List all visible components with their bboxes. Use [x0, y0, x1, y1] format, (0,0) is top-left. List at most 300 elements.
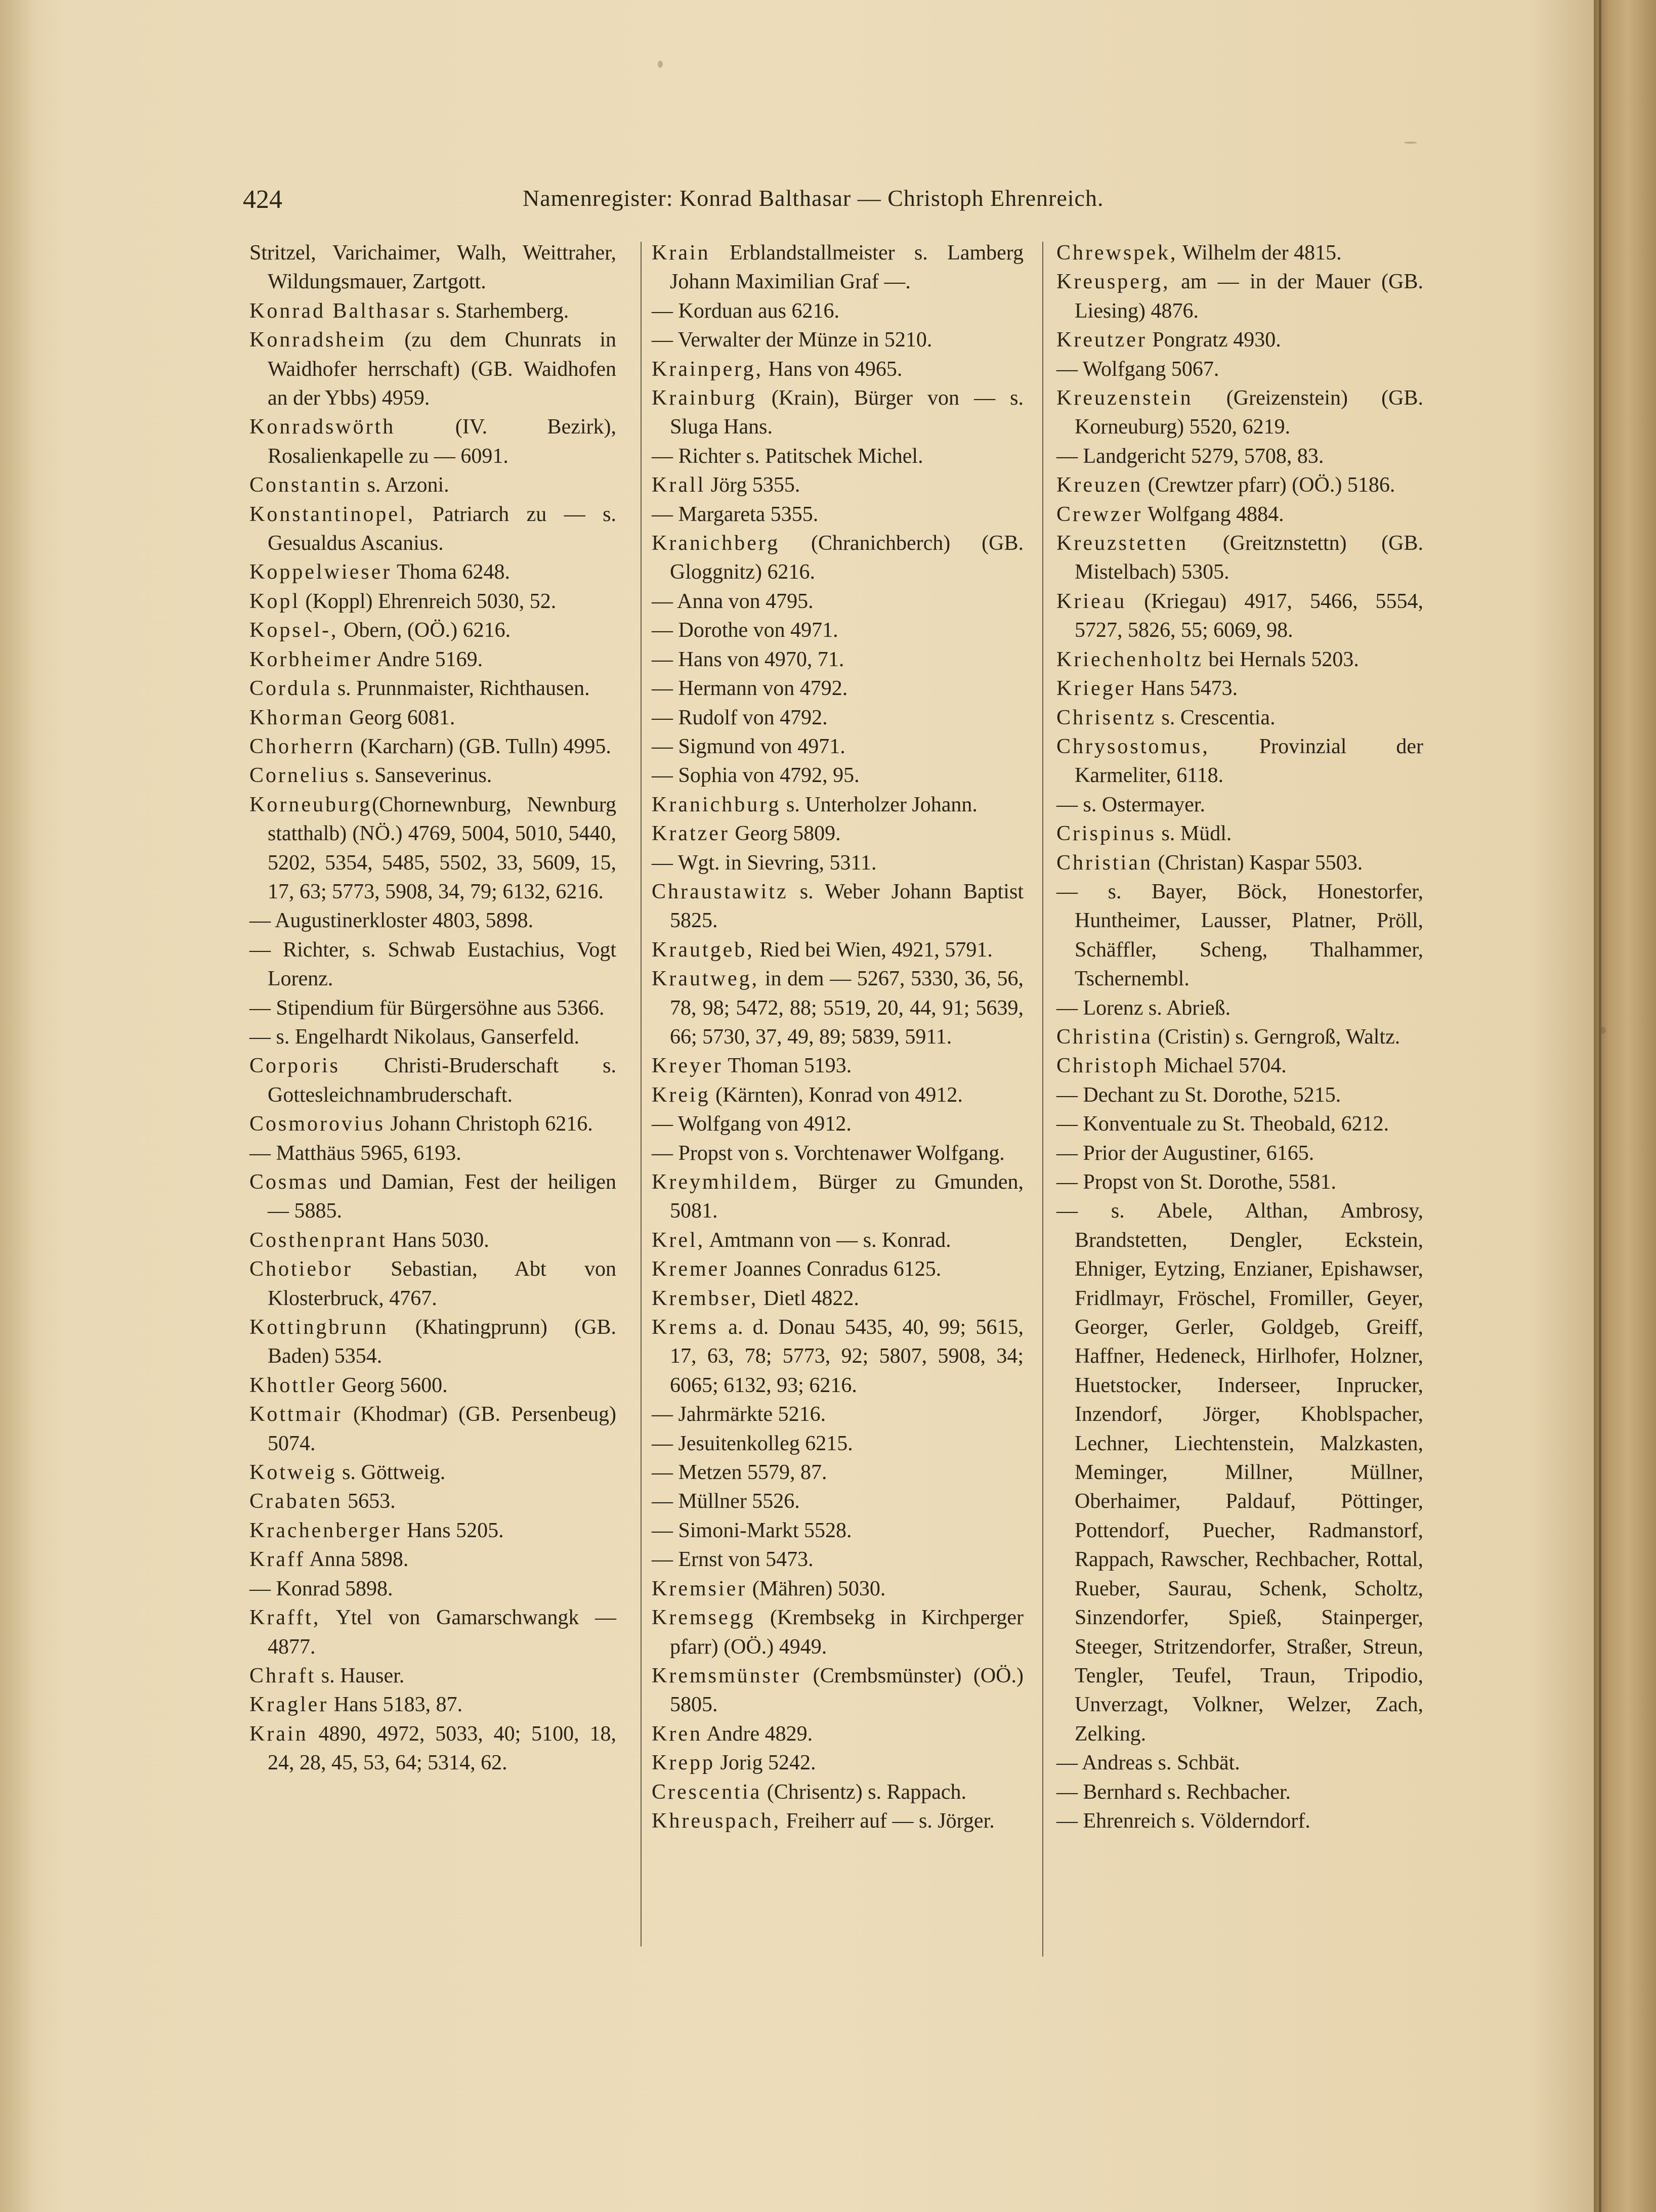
index-entry — [652, 500, 1024, 529]
entry-text: (Cristin) s. Gerngroß, Waltz. — [1153, 1025, 1400, 1049]
entry-headword: Krepp — [652, 1751, 715, 1775]
index-entry — [249, 326, 616, 413]
page-number: 424 — [243, 185, 282, 214]
index-column-3 — [1056, 239, 1423, 1836]
entry-text: — Rudolf von 4792. — [652, 706, 828, 729]
entry-text: (IV. Bezirk), Rosalienkapelle zu — 6091. — [268, 415, 616, 468]
entry-text: (Christan) Kaspar 5503. — [1153, 851, 1363, 875]
entry-headword: Krafft, — [249, 1606, 321, 1630]
entry-text: — Hermann von 4792. — [652, 677, 848, 701]
entry-headword: Kreyer — [652, 1054, 723, 1078]
entry-headword: Konradswörth — [249, 415, 396, 439]
entry-headword: Krain — [652, 241, 710, 265]
entry-headword: Kopl — [249, 589, 300, 613]
entry-text: — Richter, s. Schwab Eustachius, Vogt Lorenz. — [249, 938, 616, 991]
index-entry — [652, 791, 1024, 819]
entry-headword: Cosmorovius — [249, 1112, 386, 1136]
entry-headword: Krautweg, — [652, 967, 759, 991]
index-entry — [652, 1255, 1024, 1284]
entry-text: — Verwalter der Münze in 5210. — [652, 328, 932, 352]
entry-headword: Crabaten — [249, 1490, 343, 1513]
index-entry — [652, 616, 1024, 645]
index-entry — [652, 1052, 1024, 1080]
entry-headword: Konradsheim — [249, 328, 387, 352]
entry-text: in dem — 5267, 5330, 36, 56, 78, 98; 5472, 88; 5519, 20, 44, 91; 5639, 66; 5730, 37, 49, 89; 5839, 5911. — [670, 967, 1024, 1049]
entry-text: Jörg 5355. — [705, 473, 800, 497]
index-entry — [652, 1662, 1024, 1720]
index-entry — [249, 1110, 616, 1139]
entry-text: s. Weber Johann Baptist 5825. — [670, 880, 1024, 933]
entry-text: Wilhelm der 4815. — [1177, 241, 1342, 265]
entry-text: — Lorenz s. Abrieß. — [1056, 996, 1231, 1020]
index-entry — [652, 1110, 1024, 1139]
index-entry — [1056, 994, 1423, 1023]
index-entry — [249, 471, 616, 500]
index-entry — [1056, 529, 1423, 587]
index-entry — [652, 732, 1024, 761]
entry-text: Andre 4829. — [702, 1722, 813, 1746]
entry-headword: Kragler — [249, 1693, 329, 1717]
entry-text: — s. Bayer, Böck, Honestorfer, Huntheimer, Lausser, Platner, Pröll, Schäffler, Scheng, Thalhammer, Tschernembl. — [1056, 880, 1423, 991]
entry-text: — Konventuale zu St. Theobald, 6212. — [1056, 1112, 1389, 1136]
entry-text: Johann Christoph 6216. — [385, 1112, 593, 1136]
index-entry — [652, 1226, 1024, 1255]
index-entry — [1056, 500, 1423, 529]
entry-text: Ytel von Gamarschwangk — 4877. — [268, 1606, 616, 1659]
entry-headword: Kreuzenstein — [1056, 386, 1193, 410]
entry-text: (Khatingprunn) (GB. Baden) 5354. — [268, 1316, 616, 1368]
entry-headword: Konstantinopel, — [249, 502, 415, 526]
running-title: Namenregister: Konrad Balthasar — Christoph Ehrenreich. — [523, 185, 1104, 211]
entry-headword: Krainburg — [652, 386, 757, 410]
entry-headword: Krainperg, — [652, 357, 763, 381]
index-entry — [652, 1458, 1024, 1487]
entry-text: (Chranichberch) (GB. Gloggnitz) 6216. — [670, 532, 1024, 584]
entry-text: (zu dem Chunrats in Waidhofer herrschaft) (GB. Waidhofen an der Ybbs) 4959. — [268, 328, 616, 410]
entry-text: (Kriegau) 4917, 5466, 5554, 5727, 5826, 55; 6069, 98. — [1075, 589, 1423, 642]
entry-text: — Bernhard s. Rechbacher. — [1056, 1780, 1291, 1804]
entry-text: Bürger zu Gmunden, 5081. — [670, 1170, 1024, 1223]
index-entry — [652, 1168, 1024, 1226]
index-entry — [1056, 878, 1423, 994]
entry-text: — Metzen 5579, 87. — [652, 1461, 827, 1485]
column-separator — [641, 242, 642, 1946]
index-entry — [249, 906, 616, 935]
index-entry — [249, 587, 616, 616]
entry-headword: Chrisentz — [1056, 706, 1156, 729]
entry-text: — Jesuitenkolleg 6215. — [652, 1432, 853, 1455]
entry-headword: Kren — [652, 1722, 702, 1746]
index-entry — [249, 1168, 616, 1226]
index-entry — [249, 645, 616, 674]
entry-text: Hans 5473. — [1135, 677, 1238, 701]
entry-text: Thoma 6248. — [392, 560, 510, 584]
entry-text: Georg 5809. — [729, 822, 841, 846]
entry-text: Wolfgang 4884. — [1142, 502, 1284, 526]
index-entry — [249, 558, 616, 587]
entry-text: (Crewtzer pfarr) (OÖ.) 5186. — [1142, 473, 1395, 497]
entry-text: s. Göttweig. — [336, 1461, 446, 1485]
index-entry — [249, 1458, 616, 1487]
index-entry — [652, 529, 1024, 587]
index-entry — [1056, 1052, 1423, 1080]
index-entry — [249, 1720, 616, 1778]
page-edge-shadow — [0, 0, 35, 2212]
index-entry — [652, 1749, 1024, 1777]
entry-headword: Kreig — [652, 1083, 710, 1107]
entry-text: s. Müdl. — [1156, 822, 1232, 846]
paper-mark — [1404, 142, 1417, 144]
index-entry — [652, 326, 1024, 355]
index-entry — [1056, 819, 1423, 848]
entry-headword: Kopsel-, — [249, 619, 338, 642]
entry-text: — Simoni-Markt 5528. — [652, 1519, 852, 1542]
entry-text: 4890, 4972, 5033, 40; 5100, 18, 24, 28, 45, 53, 64; 5314, 62. — [268, 1722, 616, 1775]
index-entry — [652, 471, 1024, 500]
entry-text: Sebastian, Abt von Klosterbruck, 4767. — [268, 1257, 616, 1310]
index-entry — [1056, 1139, 1423, 1168]
index-entry — [249, 1487, 616, 1516]
entry-text: s. Hauser. — [316, 1664, 405, 1687]
entry-text: (Greitznstettn) (GB. Mistelbach) 5305. — [1075, 532, 1423, 584]
entry-text: Christi-Bruderschaft s. Gottesleichnambruderschaft. — [268, 1054, 616, 1107]
index-entry — [249, 994, 616, 1023]
index-entry — [249, 936, 616, 994]
entry-headword: Krems — [652, 1316, 718, 1339]
index-entry — [652, 587, 1024, 616]
index-entry — [652, 645, 1024, 674]
entry-headword: Krembser, — [652, 1286, 758, 1310]
entry-headword: Chorherrn — [249, 734, 355, 758]
entry-text: — Wolfgang 5067. — [1056, 357, 1219, 381]
entry-headword: Kranichburg — [652, 793, 781, 816]
index-entry — [652, 355, 1024, 384]
entry-text: s. Crescentia. — [1156, 706, 1276, 729]
entry-text: — Landgericht 5279, 5708, 83. — [1056, 444, 1324, 468]
entry-headword: Chrewspek, — [1056, 241, 1178, 265]
gutter-spot — [1599, 1027, 1606, 1034]
entry-text: — Propst von St. Dorothe, 5581. — [1056, 1170, 1337, 1194]
entry-text: (Karcharn) (GB. Tulln) 4995. — [355, 734, 611, 758]
index-entry — [652, 1545, 1024, 1574]
entry-text: — Müllner 5526. — [652, 1490, 800, 1513]
column-separator — [1042, 242, 1043, 1957]
entry-headword: Khottler — [249, 1373, 336, 1397]
entry-text: — Propst von s. Vorchtenawer Wolfgang. — [652, 1141, 1005, 1165]
entry-text: Freiherr auf — s. Jörger. — [781, 1809, 995, 1833]
entry-text: Amtmann von — s. Konrad. — [705, 1228, 951, 1252]
index-entry — [652, 1778, 1024, 1807]
index-entry — [249, 732, 616, 761]
index-entry — [652, 442, 1024, 471]
index-entry — [652, 1400, 1024, 1429]
entry-headword: Cosmas — [249, 1170, 329, 1194]
entry-headword: Kreymhildem, — [652, 1170, 799, 1194]
entry-headword: Chraft — [249, 1664, 316, 1687]
entry-text: Jorig 5242. — [714, 1751, 816, 1775]
entry-text: — Margareta 5355. — [652, 502, 819, 526]
entry-text: — Dorothe von 4971. — [652, 619, 838, 642]
entry-headword: Kremer — [652, 1257, 729, 1281]
entry-text: Joannes Conradus 6125. — [729, 1257, 942, 1281]
entry-headword: Khorman — [249, 706, 344, 729]
entry-text: s. Unterholzer Johann. — [781, 793, 978, 816]
entry-text: Patriarch zu — s. Gesualdus Ascanius. — [268, 502, 616, 555]
index-entry — [249, 1226, 616, 1255]
index-entry — [652, 1603, 1024, 1662]
entry-headword: Costhenprant — [249, 1228, 387, 1252]
index-entry — [652, 297, 1024, 326]
entry-headword: Crewzer — [1056, 502, 1143, 526]
entry-text: a. d. Donau 5435, 40, 99; 5615, 17, 63, 78; 5773, 92; 5807, 5908, 34; 6065; 6132, 93; 6216. — [670, 1316, 1024, 1397]
index-entry — [652, 1429, 1024, 1458]
index-entry — [652, 878, 1024, 936]
entry-text: — Ehrenreich s. Völderndorf. — [1056, 1809, 1310, 1833]
entry-headword: Kotweig — [249, 1461, 337, 1485]
entry-text: s. Arzoni. — [362, 473, 449, 497]
index-entry — [652, 384, 1024, 442]
entry-text: (Mähren) 5030. — [747, 1577, 886, 1600]
index-entry — [1056, 1110, 1423, 1139]
index-entry — [652, 1487, 1024, 1516]
entry-headword: Chrysostomus, — [1056, 734, 1210, 758]
index-entry — [1056, 1778, 1423, 1807]
index-entry — [249, 1516, 616, 1545]
entry-headword: Kranichberg — [652, 532, 780, 555]
index-entry — [652, 1081, 1024, 1110]
index-entry — [1056, 849, 1423, 878]
entry-text: (Kärnten), Konrad von 4912. — [710, 1083, 963, 1107]
index-entry — [652, 849, 1024, 878]
index-entry — [652, 761, 1024, 790]
entry-headword: Cordula — [249, 677, 332, 701]
index-entry — [1056, 674, 1423, 703]
entry-headword: Constantin — [249, 473, 362, 497]
entry-text: — Sigmund von 4971. — [652, 734, 845, 758]
entry-text: (Koppl) Ehrenreich 5030, 52. — [300, 589, 557, 613]
entry-text: 5653. — [342, 1490, 396, 1513]
index-entry — [1056, 645, 1423, 674]
entry-text: Dietl 4822. — [758, 1286, 859, 1310]
entry-text: Georg 5600. — [336, 1373, 448, 1397]
index-entry — [652, 1313, 1024, 1400]
book-gutter — [1594, 0, 1656, 2212]
entry-headword: Kraff — [249, 1548, 306, 1572]
entry-text: — Korduan aus 6216. — [652, 299, 839, 323]
entry-text: Hans 5183, 87. — [328, 1693, 463, 1717]
entry-headword: Krautgeb, — [652, 938, 754, 962]
index-entry — [249, 239, 616, 297]
entry-text: s. Sanseverinus. — [350, 764, 492, 788]
index-entry — [1056, 326, 1423, 355]
index-entry — [652, 239, 1024, 297]
entry-headword: Christian — [1056, 851, 1153, 875]
index-column-1 — [249, 239, 616, 1778]
entry-text: Hans 5030. — [387, 1228, 489, 1252]
entry-text: (Greizenstein) (GB. Korneuburg) 5520, 6219. — [1075, 386, 1423, 439]
entry-text: Hans von 4965. — [763, 357, 903, 381]
entry-headword: Krain — [249, 1722, 308, 1746]
entry-headword: Chotiebor — [249, 1257, 353, 1281]
entry-text: — Jahrmärkte 5216. — [652, 1403, 826, 1426]
index-entry — [1056, 587, 1423, 645]
index-entry — [652, 704, 1024, 732]
entry-text: — Wgt. in Sievring, 5311. — [652, 851, 877, 875]
entry-text: Thoman 5193. — [723, 1054, 852, 1078]
index-entry — [652, 819, 1024, 848]
entry-text: — Andreas s. Schbät. — [1056, 1751, 1240, 1775]
index-entry — [1056, 471, 1423, 500]
index-entry — [652, 1807, 1024, 1836]
index-entry — [1056, 1749, 1423, 1777]
index-entry — [1056, 1023, 1423, 1052]
index-entry — [249, 1139, 616, 1168]
index-entry — [249, 1052, 616, 1110]
index-entry — [249, 1690, 616, 1719]
entry-text: s. Prunnmaister, Richthausen. — [332, 677, 590, 701]
entry-text: und Damian, Fest der heiligen — 5885. — [268, 1170, 616, 1223]
entry-text: — Richter s. Patitschek Michel. — [652, 444, 923, 468]
index-column-2 — [652, 239, 1024, 1836]
entry-headword: Kremsegg — [652, 1606, 755, 1630]
index-entry — [249, 674, 616, 703]
entry-headword: Christoph — [1056, 1054, 1159, 1078]
entry-headword: Krieger — [1056, 677, 1136, 701]
index-entry — [249, 1603, 616, 1662]
entry-headword: Cornelius — [249, 764, 351, 788]
entry-text: — Prior der Augustiner, 6165. — [1056, 1141, 1314, 1165]
entry-headword: Corporis — [249, 1054, 340, 1078]
entry-headword: Kratzer — [652, 822, 730, 846]
index-entry — [249, 297, 616, 326]
entry-text: Pongratz 4930. — [1147, 328, 1281, 352]
entry-text: Obern, (OÖ.) 6216. — [338, 619, 511, 642]
index-entry — [249, 1662, 616, 1690]
index-entry — [249, 1400, 616, 1458]
entry-text: bei Hernals 5203. — [1203, 647, 1359, 671]
entry-text: (Chrisentz) s. Rappach. — [761, 1780, 966, 1804]
index-entry — [1056, 732, 1423, 791]
entry-text: Hans 5205. — [401, 1519, 504, 1542]
entry-text: — Sophia von 4792, 95. — [652, 764, 860, 788]
entry-text: Provinzial der Karmeliter, 6118. — [1075, 734, 1423, 788]
entry-headword: Kottmair — [249, 1403, 343, 1426]
index-entry — [1056, 704, 1423, 732]
index-entry — [1056, 1197, 1423, 1749]
entry-headword: Kremsier — [652, 1577, 747, 1600]
index-entry — [652, 1575, 1024, 1603]
index-entry — [652, 1720, 1024, 1749]
entry-headword: Krel, — [652, 1228, 705, 1252]
index-entry — [652, 936, 1024, 965]
entry-headword: Krachenberger — [249, 1519, 402, 1542]
entry-text: — Hans von 4970, 71. — [652, 647, 844, 671]
index-entry — [1056, 1081, 1423, 1110]
entry-headword: Krall — [652, 473, 706, 497]
entry-headword: Crispinus — [1056, 822, 1157, 846]
entry-text: Ried bei Wien, 4921, 5791. — [754, 938, 993, 962]
index-entry — [249, 500, 616, 558]
index-entry — [652, 1284, 1024, 1313]
index-entry — [249, 1545, 616, 1574]
entry-headword: Konrad Balthasar — [249, 299, 432, 323]
entry-headword: Krieau — [1056, 589, 1127, 613]
entry-text: — Konrad 5898. — [249, 1577, 393, 1600]
entry-text: (Crembsmünster) (OÖ.) 5805. — [670, 1664, 1024, 1717]
index-entry — [249, 1255, 616, 1313]
entry-headword: Korneuburg — [249, 793, 372, 816]
entry-headword: Koppelwieser — [249, 560, 392, 584]
entry-headword: Korbheimer — [249, 647, 372, 671]
index-entry — [249, 704, 616, 732]
entry-text: am — in der Mauer (GB. Liesing) 4876. — [1075, 270, 1423, 323]
entry-text: Georg 6081. — [344, 706, 455, 729]
entry-headword: Kreuzen — [1056, 473, 1143, 497]
entry-text: — Matthäus 5965, 6193. — [249, 1141, 461, 1165]
index-entry — [249, 1575, 616, 1603]
entry-text: — s. Engelhardt Nikolaus, Ganserfeld. — [249, 1025, 580, 1049]
entry-headword: Chraustawitz — [652, 880, 788, 903]
entry-text: — s. Abele, Althan, Ambrosy, Brandstetten, Dengler, Eckstein, Ehniger, Eytzing, Enzianer, Epishawser, Fridlmayr, Fröschel, Fromiller, Geyer, Georger, Gerler, Goldgeb, Greiff, Haffner, Hedeneck, Hirlhofer, Holzner, Huetstocker, Inderseer, Inprucker, Inzendorf, Jörger, Khoblspacher, Lechner, Liechtenstein, Malzkasten, Meminger, Millner, Müllner, Oberhaimer, Paldauf, Pöttinger, Pottendorf, Puecher, Radmanstorf, Rappach, Rawscher, Rechbacher, Rottal, Rueber, Saurau, Schenk, Scholtz, Sinzendorfer, Spieß, Stainperger, Steeger, Stritzendorfer, Straßer, Streun, Tengler, Teufel, Traun, Tripodio, Unverzagt, Volkner, Welzer, Zach, Zelking. — [1056, 1199, 1423, 1746]
index-entry — [652, 1139, 1024, 1168]
index-entry — [1056, 239, 1423, 268]
entry-text: Anna 5898. — [305, 1548, 409, 1572]
entry-headword: Kreuzstetten — [1056, 532, 1188, 555]
entry-text: — Anna von 4795. — [652, 589, 814, 613]
paper-spot — [658, 61, 663, 68]
entry-headword: Crescentia — [652, 1780, 762, 1804]
index-entry — [249, 616, 616, 645]
entry-text: — s. Ostermayer. — [1056, 793, 1205, 816]
running-header — [243, 180, 1437, 220]
index-entry — [652, 674, 1024, 703]
index-entry — [249, 791, 616, 907]
index-entry — [652, 1516, 1024, 1545]
entry-headword: Kreutzer — [1056, 328, 1147, 352]
index-entry — [1056, 1807, 1423, 1836]
entry-headword: Kriechenholtz — [1056, 647, 1203, 671]
index-entry — [249, 1371, 616, 1400]
entry-text: — Wolfgang von 4912. — [652, 1112, 852, 1136]
index-entry — [249, 761, 616, 790]
index-entry — [249, 1023, 616, 1052]
entry-text: — Dechant zu St. Dorothe, 5215. — [1056, 1083, 1341, 1107]
index-entry — [1056, 791, 1423, 819]
entry-headword: Kremsmünster — [652, 1664, 801, 1687]
entry-text: Erblandstallmeister s. Lamberg Johann Maximilian Graf —. — [670, 241, 1024, 294]
entry-text: Michael 5704. — [1158, 1054, 1287, 1078]
index-entry — [249, 413, 616, 471]
index-entry — [1056, 355, 1423, 384]
entry-text: (Chornewnburg, Newnburg statthalb) (NÖ.) 4769, 5004, 5010, 5440, 5202, 5354, 5485, 5502, 33, 5609, 15, 17, 63; 5773, 5908, 34, 79; 6132, 6216. — [268, 793, 616, 903]
entry-text: (Krain), Bürger von — s. Sluga Hans. — [670, 386, 1024, 439]
entry-text: Andre 5169. — [372, 647, 483, 671]
index-entry — [1056, 268, 1423, 326]
entry-text: (Krembsekg in Kirchperger pfarr) (OÖ.) 4949. — [670, 1606, 1024, 1659]
entry-text: Stritzel, Varichaimer, Walh, Weittraher, Wildungsmauer, Zartgott. — [249, 241, 616, 294]
entry-headword: Khreuspach, — [652, 1809, 781, 1833]
entry-text: s. Starhemberg. — [431, 299, 569, 323]
index-entry — [249, 1313, 616, 1371]
entry-text: (Khodmar) (GB. Persenbeug) 5074. — [268, 1403, 616, 1455]
index-entry — [652, 965, 1024, 1052]
index-entry — [1056, 1168, 1423, 1197]
entry-text: — Ernst von 5473. — [652, 1548, 814, 1572]
index-entry — [1056, 442, 1423, 471]
index-entry — [1056, 384, 1423, 442]
entry-text: — Augustinerkloster 4803, 5898. — [249, 909, 534, 933]
entry-headword: Kreusperg, — [1056, 270, 1170, 294]
